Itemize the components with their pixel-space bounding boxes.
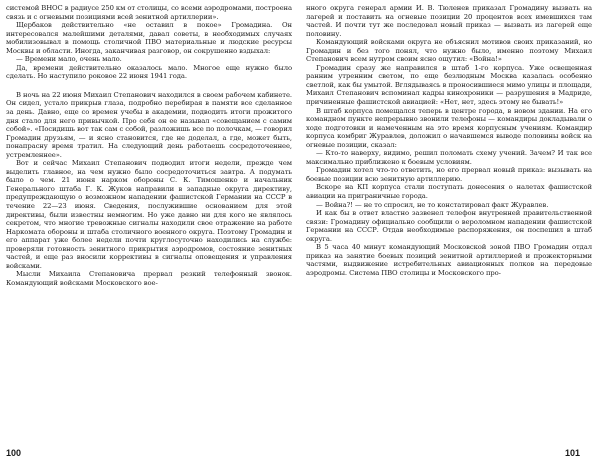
page-number-left: 100 [6, 448, 22, 458]
paragraph: Мысли Михаила Степановича прервал резкий телефонный звонок. Командующий войсками Московского вое- [6, 270, 292, 287]
paragraph: Громадин сразу же направился в штаб 1-го корпуса. Уже освещенная ранним утренним светом, по еще безлюдным Москва казалась особенно светлой, как бы умытой. Вглядываясь в проносившиеся мимо улицы и площади, Михаил Степанович вспоминал кадры кинохроники — разрушения в Мадриде, причиненные фашистской авиацией: «Нет, нет, здесь этому не бывать!» [306, 63, 592, 107]
paragraph: В 5 часа 40 минут командующий Московской зоной ПВО Громадин отдал приказ на занятие боевых позиций зенитной артиллерией и прожекторными частями, выдвижение истребительных авиационных полков на передовые аэродромы. Система ПВО столицы и Московского про- [306, 243, 592, 277]
page-number-right: 101 [565, 448, 581, 458]
paragraph: нного округа генерал армии И. В. Тюленев приказал Громадину вызвать на лагерей и поставить на огневые позиции 20 процентов всех имевшихся там частей. И почти тут же последовал новый приказ — вызвать из лагерей еще половину. [306, 4, 592, 38]
paragraph: — Кто-то наверху, видимо, решил поломать схему учений. Зачем? И так все максимально приближено к боевым условиям. [306, 149, 592, 166]
right-page [306, 4, 592, 278]
paragraph: В ночь на 22 июня Михаил Степанович находился в своем рабочем кабинете. Он сидел, устало прикрыв глаза, подробно перебирая в памяти все сделанное за день. Давно, еще со времен учебы в академии, подводить итоги прожитого дня стало для него привычкой. Про себя он ее называл «совещанием с самим собой». «Посидишь вот так сам с собой, разложишь все по полочкам, — говорил Громадин друзьям, — и ясно становится, где не доделал, а где, может быть, понапрасну время тратил. На следующий день работаешь сосредоточеннее, устремленнее». [6, 90, 293, 159]
paragraph: Да, времени действительно оказалось мало. Многое еще нужно было сделать. Но наступило роковое 22 июня 1941 года. [6, 63, 292, 81]
paragraph: Вот и сейчас Михаил Степанович подводил итоги недели, прежде чем выделить главное, на чем нужно было сосредоточиться завтра. А подумать было о чем. 21 июня нарком обороны С. К. Тимошенко и начальник Генерального штаба Г. К. Жуков направили в западные округа директиву, предупреждающую о возможном нападении фашистской Германии на СССР в течение 22—23 июня. Сведения, послужившие основанием для этой директивы, были известны немногим. Но уже давно ни для кого не являлось секретом, что многие тревожные сигналы находили свое отражение на работе Наркомата обороны и штаба столичного военного округа. Поэтому Громадин и его аппарат уже более недели почти круглосуточно находились на службе: проверяли готовность зенитного прикрытия аэродромов, состояние зенитных частей, и еще раз вносили коррективы в сигналы оповещения и управления войсками. [6, 159, 292, 270]
paragraph: В штаб корпуса помещался теперь в центре города, в новом здании. На его командном пункте непрерывно звонили телефоны — командиры докладывали о ходе подготовки и намеченным на это время корпусным учениям. Командир корпуса комбриг Журавлев, доложил о начавшемся выводе половины войск на огневые позиции, сказал: [306, 106, 592, 149]
paragraph: системой ВНОС в радиусе 250 км от столицы, со всеми аэродромами, построена связь и с огневыми позициями всей зенитной артиллерии». [6, 4, 292, 21]
paragraph: — Война?! — не то спросил, не то констатировал факт Журавлев. [316, 200, 549, 209]
left-page [6, 4, 292, 288]
paragraph: Громадин хотел что-то ответить, но его прервал новый приказ: вызывать на боевые позиции всю зенитную артиллерию. [306, 166, 592, 183]
paragraph: Вскоре на КП корпуса стали поступать донесения о налетах фашистской авиации на приграничные города. [306, 183, 592, 201]
paragraph: Командующий войсками округа не объяснил мотивов своих приказаний, но Громадин и без того понял, что нужно было, именно поэтому Михаил Степанович всем нутром своим ясно ощутил: «Война!» [306, 38, 592, 64]
paragraph: И как бы в ответ властно зазвенел телефон внутренней правительственной связи: Громадину официально сообщили о вероломном нападении фашистской Германии на СССР. Отдав необходимые распоряжения, он поспешил в штаб округа. [306, 209, 592, 243]
paragraph: — Времени мало, очень мало. [16, 55, 122, 64]
paragraph: Щербаков действительно «не оставил в покое» Громадина. Он интересовался малейшими деталями, давал советы, в необходимых случаях мобилизовывал в помощь столичной ПВО материальные и людские ресурсы Москвы и области. Иногда, заканчивая разговор, он сокрушенно вздыхал: [6, 21, 292, 55]
